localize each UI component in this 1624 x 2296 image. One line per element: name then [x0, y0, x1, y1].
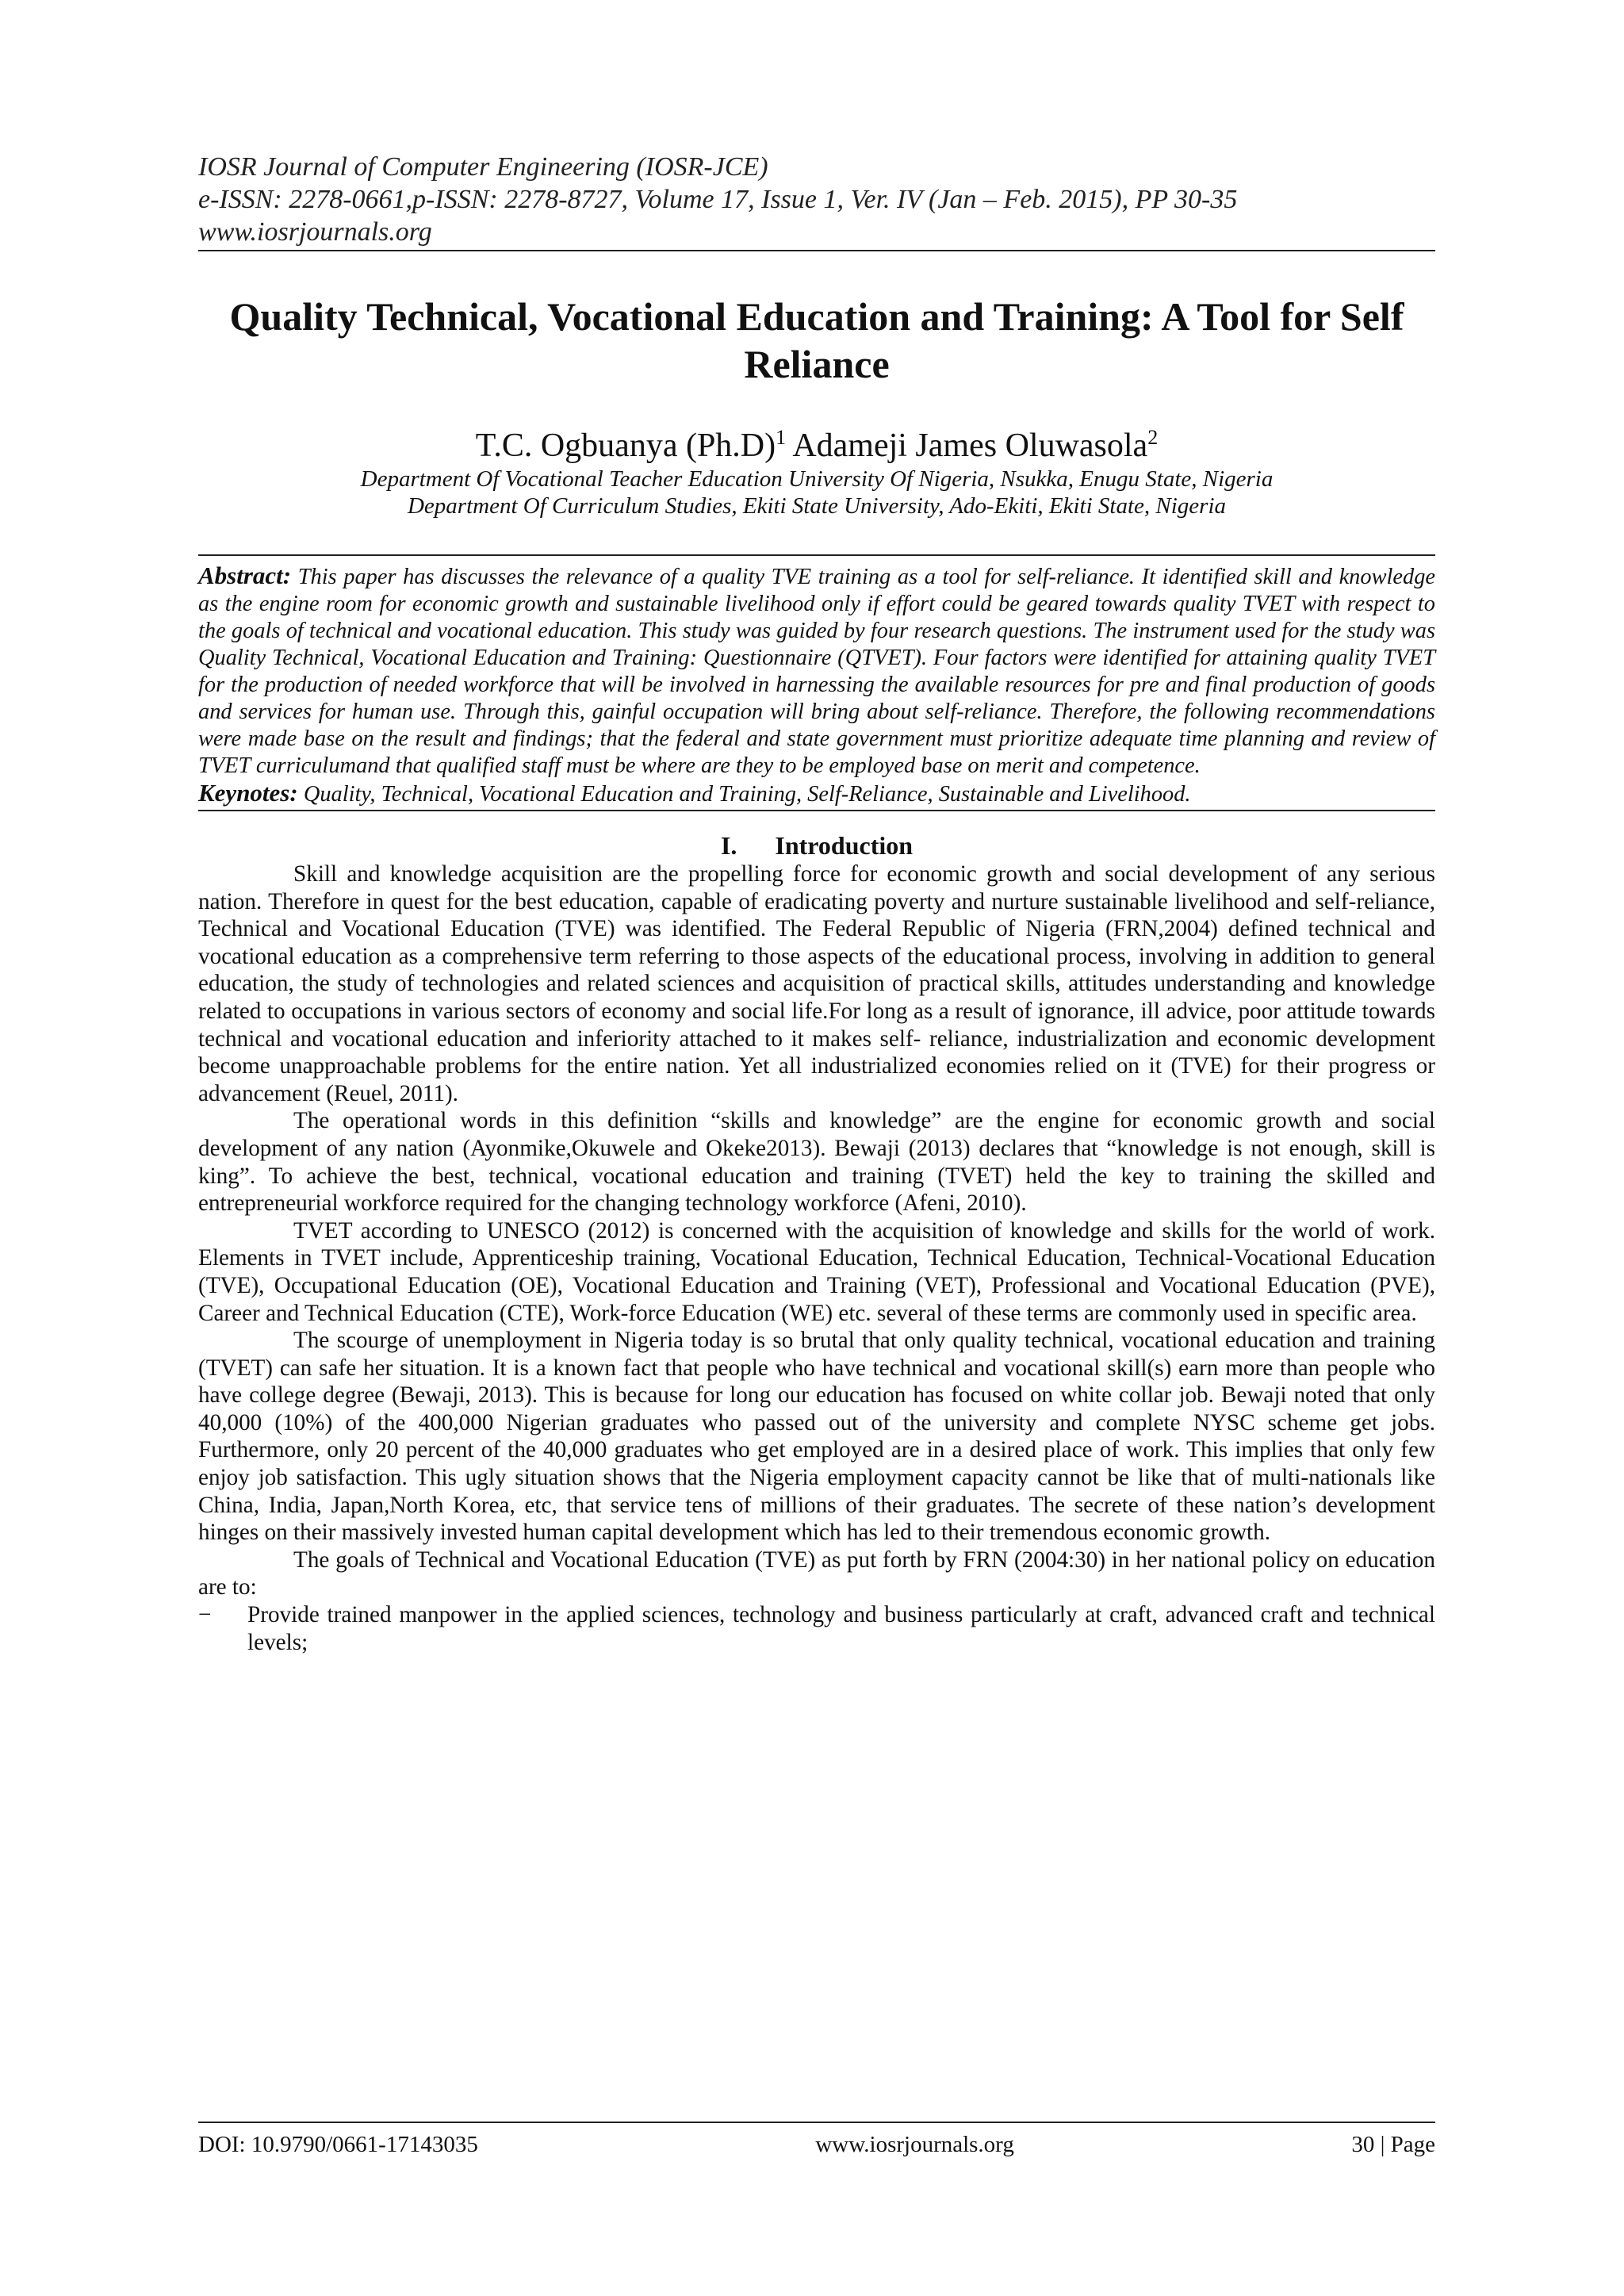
- author-line: [198, 418, 1435, 466]
- list-marker: −: [198, 1602, 212, 1628]
- keynotes-label: Keynotes:: [198, 779, 298, 807]
- body-text: [198, 861, 1435, 1656]
- list-item-text: Provide trained manpower in the applied sciences, technology and business particularly at craft, advanced craft and technical levels;: [247, 1602, 1435, 1655]
- page-content: [198, 151, 1435, 1656]
- paragraph: The goals of Technical and Vocational Education (TVE) as put forth by FRN (2004:30) in her national policy on education are to:: [198, 1547, 1435, 1600]
- paper-title: Quality Technical, Vocational Education and Training: A Tool for Self Reliance: [229, 294, 1404, 386]
- footer-row: [198, 2129, 1435, 2160]
- abstract-text: This paper has discusses the relevance of a quality TVE training as a tool for self-reliance. It identified skill and knowledge as the engine room for economic growth and sustainable livelihood only if effort could be geared towards quality TVET with respect to the goals of technical and vocational education. This study was guided by four research questions. The instrument used for the study was Quality Technical, Vocational Education and Training: Questionnaire (QTVET). Four factors were identified for attaining quality TVET for the production of needed workforce that will be involved in harnessing the available resources for pre and final production of goods and services for human use. Through this, gainful occupation will bring about self-reliance. Therefore, the following recommendations were made base on the result and findings; that the federal and state government must prioritize adequate time planning and review of TVET curriculumand that qualified staff must be where are they to be employed base on merit and competence.: [198, 565, 1435, 778]
- journal-name: IOSR Journal of Computer Engineering (IOSR-JCE): [198, 152, 768, 182]
- footer-page-number: 30 | Page: [1351, 2132, 1435, 2157]
- abstract: [198, 562, 1435, 780]
- keynotes: [198, 780, 1435, 808]
- abstract-top-divider: [198, 554, 1435, 556]
- abstract-label: Abstract:: [198, 562, 292, 589]
- list-item: [198, 1601, 1435, 1656]
- footer-doi: DOI: 10.9790/0661-17143035: [198, 2132, 478, 2157]
- page-footer: [198, 2122, 1435, 2160]
- author-name: Adameji James Oluwasola: [792, 427, 1148, 464]
- keynotes-text: Quality, Technical, Vocational Education and Training, Self-Reliance, Sustainable and Livelihood.: [303, 782, 1191, 807]
- paragraph: The operational words in this definition “skills and knowledge” are the engine for economic growth and social development of any nation (Ayonmike,Okuwele and Okeke2013). Bewaji (2013) declares that “knowledge is not enough, skill is king”. To achieve the best, technical, vocational education and training (TVET) held the key to training the skilled and entrepreneurial workforce required for the changing technology workforce (Afeni, 2010).: [198, 1108, 1435, 1217]
- header-divider: [198, 250, 1435, 251]
- affiliation: Department Of Vocational Teacher Education University Of Nigeria, Nsukka, Enugu State, Nigeria: [360, 466, 1274, 492]
- paragraph: TVET according to UNESCO (2012) is concerned with the acquisition of knowledge and skills for the world of work. Elements in TVET include, Apprenticeship training, Vocational Education, Technical Education, Technical-Vocational Education (TVE), Occupational Education (OE), Vocational Education and Training (VET), Professional and Vocational Education (PVE), Career and Technical Education (CTE), Work-force Education (WE) etc. several of these terms are commonly used in specific area.: [198, 1217, 1435, 1326]
- abstract-bottom-divider: [198, 810, 1435, 811]
- issn-line: e-ISSN: 2278-0661,p-ISSN: 2278-8727, Volume 17, Issue 1, Ver. IV (Jan – Feb. 2015), PP 30-35: [198, 185, 1238, 214]
- author-superscript: 2: [1147, 426, 1159, 449]
- journal-website: www.iosrjournals.org: [198, 217, 432, 247]
- footer-website: www.iosrjournals.org: [815, 2132, 1014, 2157]
- section-number: I.: [720, 831, 737, 860]
- footer-divider: [198, 2122, 1435, 2123]
- author-superscript: 1: [776, 426, 787, 449]
- goals-list: [198, 1601, 1435, 1656]
- journal-header: [198, 151, 1435, 248]
- author-name: T.C. Ogbuanya (Ph.D): [475, 427, 776, 464]
- section-title: Introduction: [775, 831, 914, 860]
- paragraph: The scourge of unemployment in Nigeria today is so brutal that only quality technical, vocational education and training (TVET) can safe her situation. It is a known fact that people who have technical and vocational skill(s) earn more than people who have college degree (Bewaji, 2013). This is because for long our education has focused on white collar job. Bewaji noted that only 40,000 (10%) of the 400,000 Nigerian graduates who passed out of the university and complete NYSC scheme get jobs. Furthermore, only 20 percent of the 40,000 graduates who get employed are in a desired place of work. This implies that only few enjoy job satisfaction. This ugly situation shows that the Nigeria employment capacity cannot be like that of multi-nationals like China, India, Japan,North Korea, etc, that service tens of millions of their graduates. The secrete of these nation’s development hinges on their massively invested human capital development which has led to their tremendous economic growth.: [198, 1328, 1435, 1546]
- section-heading: [198, 830, 1435, 861]
- affiliation: Department Of Curriculum Studies, Ekiti State University, Ado-Ekiti, Ekiti State, Nigeria: [407, 493, 1227, 519]
- paragraph: Skill and knowledge acquisition are the propelling force for economic growth and social development of any serious nation. Therefore in quest for the best education, capable of eradicating poverty and nurture sustainable livelihood and self-reliance, Technical and Vocational Education (TVE) was identified. The Federal Republic of Nigeria (FRN,2004) defined technical and vocational education as a comprehensive term referring to those aspects of the educational process, involving in addition to general education, the study of technologies and related sciences and acquisition of practical skills, attitudes understanding and knowledge related to occupations in various sectors of economy and social life.For long as a result of ignorance, ill advice, poor attitude towards technical and vocational education and inferiority attached to it makes self- reliance, industrialization and economic development become unapproachable problems for the entire nation. Yet all industrialized economies relied on it (TVE) for their progress or advancement (Reuel, 2011).: [198, 861, 1435, 1106]
